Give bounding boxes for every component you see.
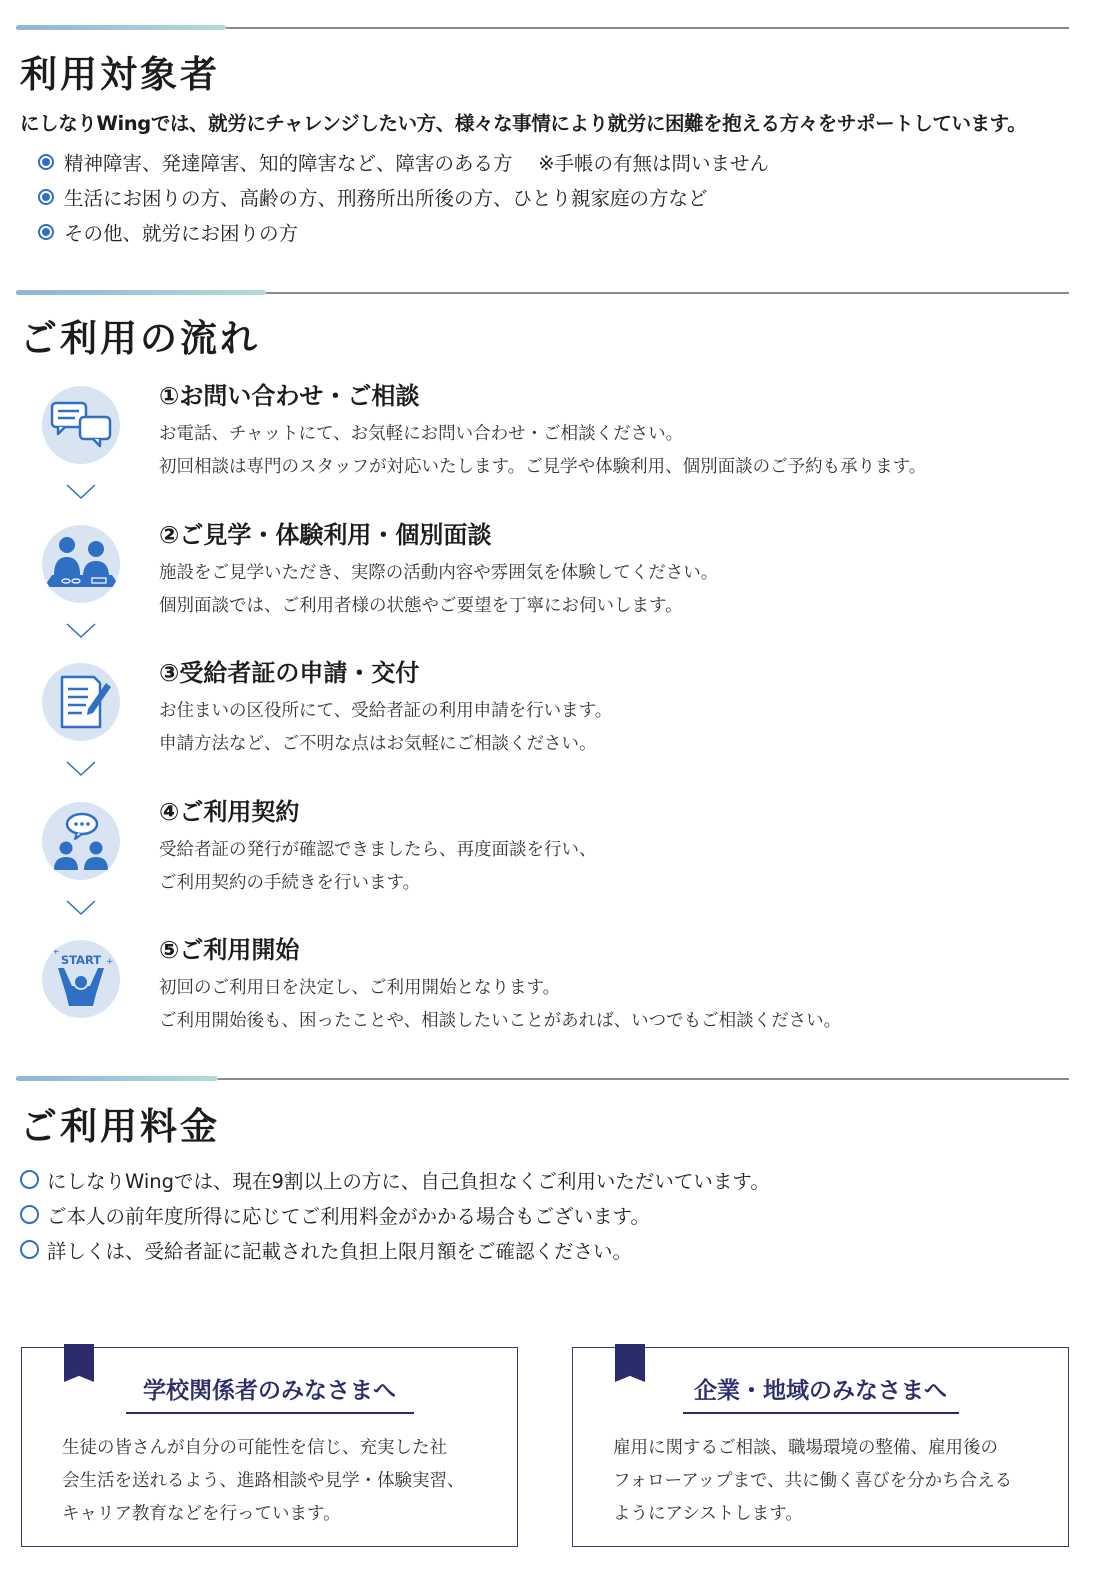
step-title: ②ご見学・体験利用・個別面談 [159,521,492,549]
target-list [38,144,769,249]
fee-list [20,1162,770,1267]
list-item: 生活にお困りの方、高齢の方、刑務所出所後の方、ひとり親家庭の方など [38,179,769,214]
step-description: お住まいの区役所にて、受給者証の利用申請を行います。 申請方法など、ご不明な点はお気軽にご相談ください。 [159,701,613,754]
chevron-down-icon [66,900,96,916]
card-title-underline [683,1412,959,1414]
list-item: その他、就労にお困りの方 [38,214,769,249]
chevron-down-icon [66,623,96,639]
chevron-down-icon [66,484,96,500]
section-title-target: 利用対象者 [20,53,220,96]
step-title: ④ご利用契約 [159,798,300,826]
flow-step-5 [40,930,1080,1060]
list-item: にしなりWingでは、現在9割以上の方に、自己負担なくご利用いただいています。 [20,1162,770,1197]
consultation-icon [42,802,120,880]
filled-circle-bullet-icon [38,189,54,205]
svg-text:START: START [60,953,102,967]
step-description: 受給者証の発行が確認できましたら、再度面談を行い、 ご利用契約の手続きを行います。 [159,840,597,893]
list-item: ご本人の前年度所得に応じてご利用料金がかかる場合もございます。 [20,1197,770,1232]
flow-step-1 [40,376,1080,506]
list-item: 精神障害、発達障害、知的障害など、障害のある方 ※手帳の有無は問いません [38,144,769,179]
step-description: お電話、チャットにて、お気軽にお問い合わせ・ご相談ください。 初回相談は専門のスタッフが対応いたします。ご見学や体験利用、個別面談のご予約も承ります。 [159,424,927,477]
start-person-icon [42,940,120,1018]
svg-text:+: + [106,957,114,967]
target-lead-text: にしなりWingでは、就労にチャレンジしたい方、様々な事情により就労に困難を抱える方々をサポートしています。 [20,112,1027,135]
card-business [572,1347,1069,1547]
filled-circle-bullet-icon [38,154,54,170]
section-title-flow: ご利用の流れ [20,317,260,360]
open-circle-bullet-icon [20,1205,39,1224]
meeting-people-icon [42,525,120,603]
section-divider-target [16,27,1069,29]
section-divider-fee [16,1078,1069,1080]
chevron-down-icon [66,761,96,777]
filled-circle-bullet-icon [38,224,54,240]
step-title: ③受給者証の申請・交付 [159,659,420,687]
flow-step-4 [40,792,1080,922]
chat-bubbles-icon [42,386,120,464]
step-description: 初回のご利用日を決定し、ご利用開始となります。 ご利用開始後も、困ったことや、相談したいことがあれば、いつでもご相談ください。 [159,978,842,1031]
card-title-underline [126,1412,414,1414]
card-title: 学校関係者のみなさまへ [143,1378,396,1404]
card-text: 雇用に関するご相談、職場環境の整備、雇用後の フォローアップまで、共に働く喜びを分かち合える ようにアシストします。 [613,1438,1013,1524]
card-schools [21,1347,518,1547]
flow-step-3 [40,653,1080,783]
document-pen-icon [42,663,120,741]
step-title: ⑤ご利用開始 [159,936,300,964]
section-divider-flow [16,292,1069,294]
card-text: 生徒の皆さんが自分の可能性を信じ、充実した社 会生活を送れるよう、進路相談や見学・体験実習、 キャリア教育などを行っています。 [62,1438,465,1524]
svg-text:+: + [52,947,60,957]
flow-step-2 [40,515,1080,645]
open-circle-bullet-icon [20,1170,39,1189]
step-description: 施設をご見学いただき、実際の活動内容や雰囲気を体験してください。 個別面談では、ご利用者様の状態やご要望を丁寧にお伺いします。 [159,563,719,616]
card-title: 企業・地域のみなさまへ [694,1378,947,1404]
open-circle-bullet-icon [20,1240,39,1259]
list-item: 詳しくは、受給者証に記載された負担上限月額をご確認ください。 [20,1232,770,1267]
step-title: ①お問い合わせ・ご相談 [159,382,420,410]
section-title-fee: ご利用料金 [20,1105,220,1148]
